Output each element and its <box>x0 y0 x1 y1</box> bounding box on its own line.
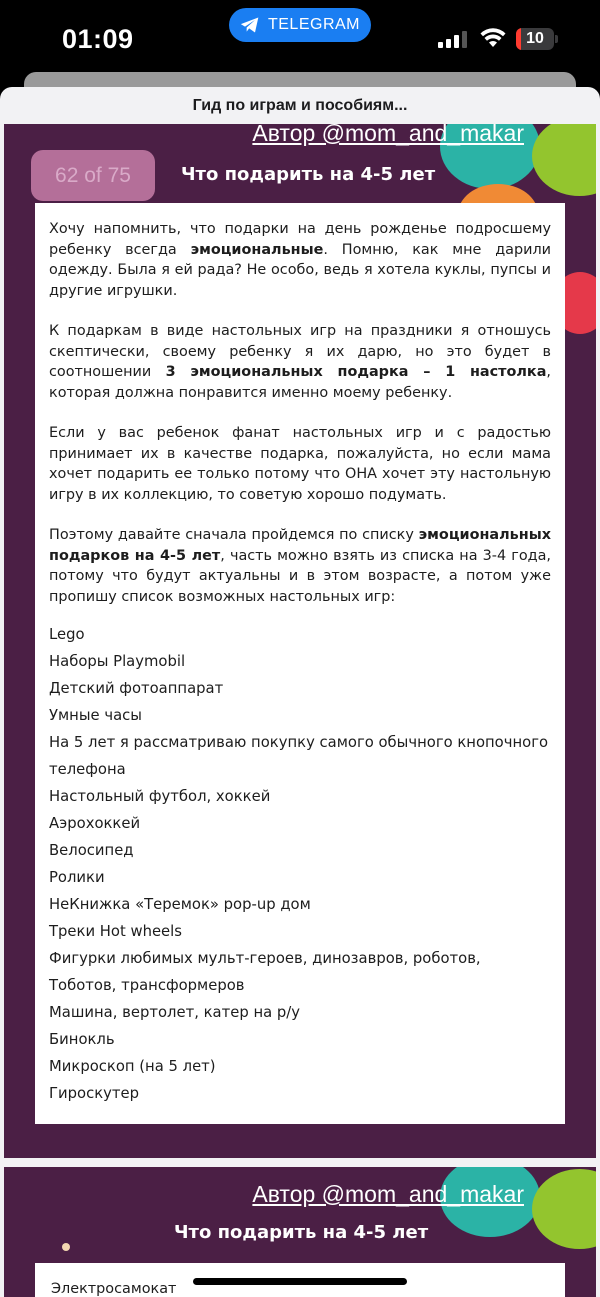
text-run: К подаркам в виде настольных игр на праздники я отношусь скептически, своему ребенку я их дарю, но это будет в соотношении <box>49 323 551 380</box>
balloon-green-decoration <box>532 1169 596 1249</box>
list-item: На 5 лет я рассматриваю покупку самого обычного кнопочного телефона <box>49 734 549 778</box>
list-item: Фигурки любимых мульт-героев, динозавров, роботов, Тоботов, трансформеров <box>49 950 481 994</box>
sheet-title[interactable]: Гид по играм и пособиям... <box>192 96 408 114</box>
list-item: Аэрохоккей <box>49 815 141 832</box>
list-item: Велосипед <box>49 842 134 859</box>
bold-text: эмоциональные <box>190 241 324 258</box>
text-run: , часть можно взять из списка на 3-4 года, потому что будут актуальны и в этом возрасте, а потом уже пропишу список возможных настольных игр: <box>49 547 551 605</box>
clock: 01:09 <box>62 24 134 54</box>
list-item: Машина, вертолет, катер на р/у <box>49 1004 301 1021</box>
home-indicator[interactable] <box>193 1278 407 1285</box>
telegram-icon <box>240 16 260 34</box>
telegram-back-pill[interactable] <box>229 8 371 42</box>
list-item: Наборы Playmobil <box>49 653 186 670</box>
list-item: Электросамокат <box>51 1281 177 1297</box>
paragraph-advice <box>49 423 551 505</box>
list-item: Умные часы <box>49 707 142 724</box>
text-run: Хочу напомнить, что подарки на день рожденье подросшему ребенку всегда <box>49 221 551 258</box>
status-bar <box>0 0 600 75</box>
list-item: Микроскоп (на 5 лет) <box>49 1058 216 1075</box>
author-link[interactable]: Автор @mom_and_makar <box>252 124 524 146</box>
list-item: Бинокль <box>49 1031 115 1048</box>
paragraph-intro <box>49 219 551 301</box>
telegram-label: TELEGRAM <box>267 16 360 33</box>
page-title: Что подарить на 4-5 лет <box>174 1222 429 1243</box>
list-item: Треки Hot wheels <box>49 923 182 940</box>
text-run: , которая должна понравится именно моему ребенку. <box>49 364 551 401</box>
paragraph-board-games <box>49 321 551 403</box>
wifi-icon <box>480 28 506 48</box>
text-run: Поэтому давайте сначала пройдемся по списку <box>49 527 419 543</box>
document-sheet <box>0 87 600 1297</box>
content-card <box>35 203 565 1124</box>
cellular-signal-icon <box>438 30 467 48</box>
text-run: . Помню, как мне дарили одежду. Была я ей рада? Не особо, ведь я хотела куклы, пупсы и другие игрушки. <box>49 241 552 299</box>
bold-text: 3 эмоциональных подарка – 1 настолка <box>165 364 547 380</box>
list-item: Детский фотоаппарат <box>49 680 224 697</box>
page-counter: 62 of 75 <box>31 150 155 201</box>
list-item: Гироскутер <box>49 1085 140 1102</box>
gift-list <box>49 621 551 1107</box>
list-item: Lego <box>49 626 85 643</box>
list-item: Ролики <box>49 869 105 886</box>
text-run: Если у вас ребенок фанат настольных игр и с радостью принимает их в качестве подарка, пожалуйста, но если мама хочет подарить ее только потому что ОНА хочет эту настольную игру в их коллекцию, то советую хорошо подумать. <box>49 425 551 503</box>
bold-text: эмоциональных подарков на 4-5 лет <box>49 527 551 564</box>
balloon-green-decoration <box>532 124 596 196</box>
battery-icon <box>516 28 558 50</box>
document-page <box>4 124 596 1158</box>
list-item: НеКнижка «Теремок» pop-up дом <box>49 896 311 913</box>
page-title: Что подарить на 4-5 лет <box>181 164 436 185</box>
battery-level: 10 <box>526 30 544 47</box>
author-link[interactable]: Автор @mom_and_makar <box>252 1181 524 1207</box>
paragraph-list-intro <box>49 525 551 607</box>
list-item: Настольный футбол, хоккей <box>49 788 271 805</box>
confetti-dot-decoration <box>62 1243 70 1251</box>
